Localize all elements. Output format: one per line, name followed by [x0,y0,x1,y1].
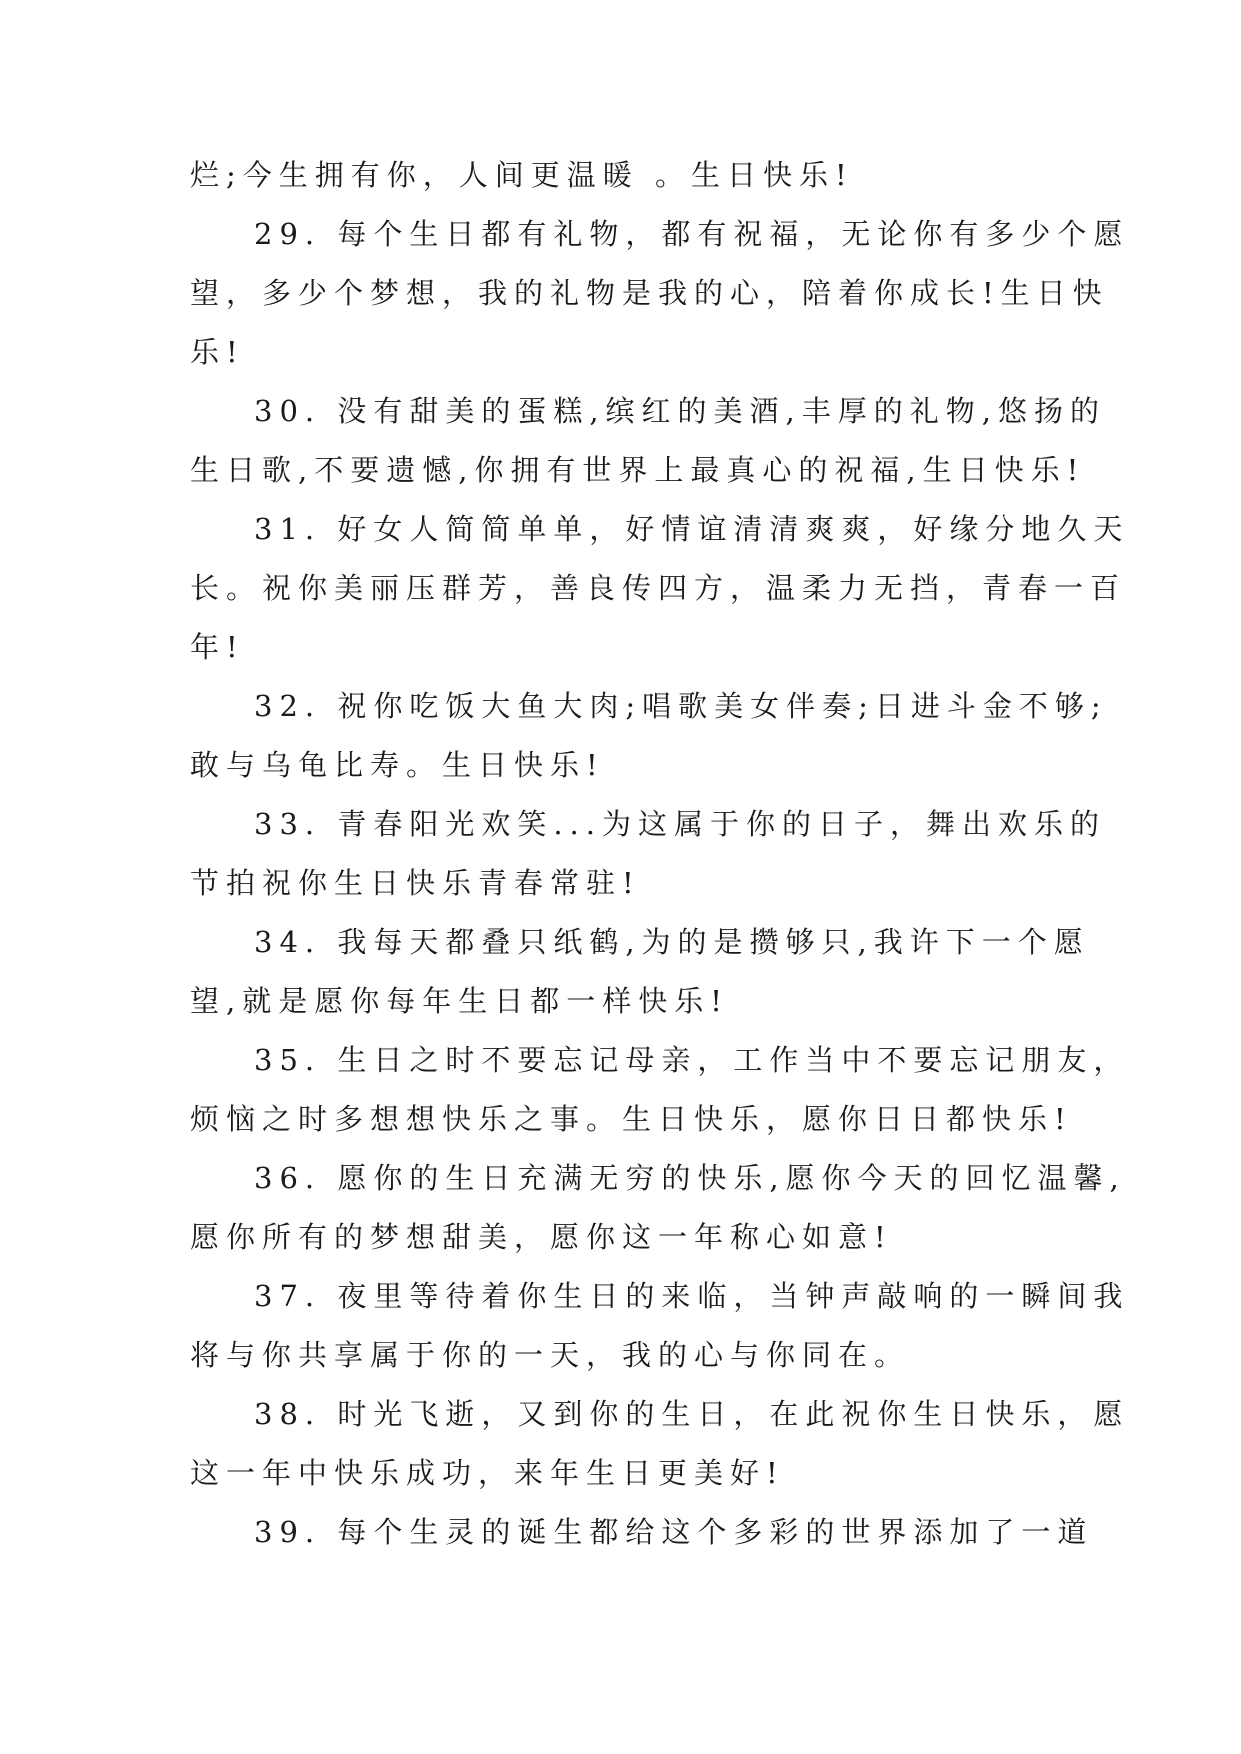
paragraph-line: 这一年中快乐成功，来年生日更美好! [190,1456,785,1490]
paragraph-line: 望,就是愿你每年生日都一样快乐! [190,984,729,1018]
paragraph-line: 乐! [190,335,245,369]
paragraph-first-line: 38. 时光飞逝，又到你的生日，在此祝你生日快乐，愿 [254,1397,1130,1431]
paragraph-line: 烂;今生拥有你，人间更温暖 。生日快乐! [190,158,854,192]
paragraph-line: 节拍祝你生日快乐青春常驻! [190,866,641,900]
paragraph-first-line: 35. 生日之时不要忘记母亲，工作当中不要忘记朋友， [254,1043,1130,1077]
paragraph-first-line: 31. 好女人简简单单，好情谊清清爽爽，好缘分地久天 [254,512,1130,546]
paragraph-first-line: 36. 愿你的生日充满无穷的快乐,愿你今天的回忆温馨, [254,1161,1126,1195]
paragraph-first-line: 29. 每个生日都有礼物，都有祝福，无论你有多少个愿 [254,217,1130,251]
paragraph-line: 年! [190,630,245,664]
paragraph-line: 敢与乌龟比寿。生日快乐! [190,748,605,782]
paragraph-first-line: 39. 每个生灵的诞生都给这个多彩的世界添加了一道 [254,1515,1094,1549]
paragraph-first-line: 33. 青春阳光欢笑...为这属于你的日子，舞出欢乐的 [254,807,1106,841]
paragraph-line: 烦恼之时多想想快乐之事。生日快乐，愿你日日都快乐! [190,1102,1073,1136]
paragraph-line: 长。祝你美丽压群芳，善良传四方，温柔力无挡，青春一百 [190,571,1127,605]
paragraph-line: 将与你共享属于你的一天，我的心与你同在。 [190,1338,911,1372]
paragraph-line: 望，多少个梦想，我的礼物是我的心，陪着你成长!生日快 [190,276,1109,310]
paragraph-first-line: 32. 祝你吃饭大鱼大肉;唱歌美女伴奏;日进斗金不够; [254,689,1108,723]
document-page [190,155,1130,1571]
paragraph-first-line: 30. 没有甜美的蛋糕,缤红的美酒,丰厚的礼物,悠扬的 [254,394,1106,428]
paragraph-line: 愿你所有的梦想甜美，愿你这一年称心如意! [190,1220,893,1254]
paragraph-first-line: 34. 我每天都叠只纸鹤,为的是攒够只,我许下一个愿 [254,925,1090,959]
paragraph-first-line: 37. 夜里等待着你生日的来临，当钟声敲响的一瞬间我 [254,1279,1130,1313]
paragraph-line: 生日歌,不要遗憾,你拥有世界上最真心的祝福,生日快乐! [190,453,1086,487]
